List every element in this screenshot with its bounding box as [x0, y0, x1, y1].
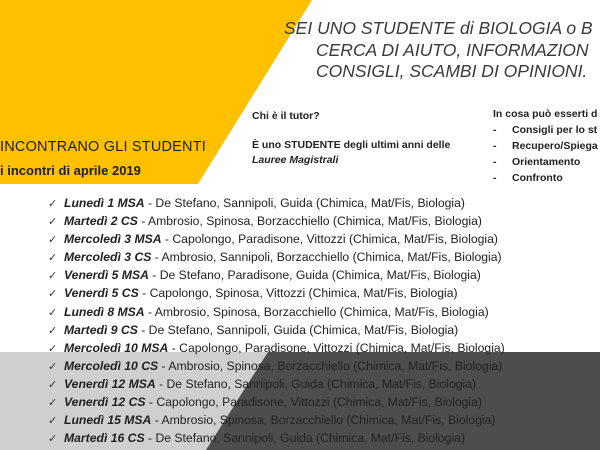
schedule-day: Lunedì 1 MSA: [64, 196, 145, 210]
schedule-text: - Capolongo, Paradisone, Vittozzi (Chimica, Mat/Fis, Biologia): [161, 232, 498, 247]
schedule-day: Mercoledì 3 CS: [64, 250, 152, 265]
checkmark-icon: ✓: [48, 234, 58, 247]
help-item: [493, 122, 598, 138]
schedule-item: [48, 248, 505, 266]
help-item: [493, 138, 598, 154]
schedule-day: Lunedì 8 MSA: [64, 304, 145, 319]
headline: [284, 18, 600, 83]
schedule-item: [48, 339, 505, 357]
help-item: [493, 170, 598, 186]
help-item-text: Consigli per lo st: [512, 124, 598, 136]
schedule-day: Mercoledì 10 MSA: [64, 340, 169, 355]
tutor-answer-text: È uno STUDENTE degli ultimi anni delle: [252, 139, 451, 151]
schedule-day: Venerdì 5 CS: [64, 286, 139, 301]
schedule-item: [48, 284, 505, 302]
checkmark-icon: ✓: [48, 216, 58, 229]
schedule-text: - De Stefano, Sannipoli, Guida (Chimica, Mat/Fis, Biologia): [155, 376, 477, 391]
checkmark-icon: ✓: [48, 306, 58, 319]
schedule-item: [48, 194, 505, 212]
checkmark-icon: ✓: [48, 397, 58, 410]
schedule-text: - De Stefano, Sannipoli, Guida (Chimica, Mat/Fis, Biologia): [144, 431, 466, 446]
schedule-day: Martedì 16 CS: [64, 431, 145, 446]
headline-line: CERCA DI AIUTO, INFORMAZION: [316, 39, 589, 60]
schedule-item: [48, 429, 505, 447]
checkmark-icon: ✓: [48, 324, 58, 337]
checkmark-icon: ✓: [48, 198, 58, 210]
schedule-list: [48, 194, 505, 447]
help-item-text: Recupero/Spiega: [512, 140, 598, 152]
schedule-day: Mercoledì 3 MSA: [64, 232, 162, 247]
checkmark-icon: ✓: [48, 252, 58, 265]
schedule-text: - Ambrosio, Sannipoli, Borzacchiello (Chimica, Mat/Fis, Biologia): [151, 250, 502, 265]
help-item-text: Confronto: [512, 172, 563, 184]
meetings-subtitle: i incontri di aprile 2019: [0, 163, 141, 178]
schedule-text: - De Stefano, Sannipoli, Guida (Chimica, Mat/Fis, Biologia): [137, 322, 459, 337]
tutor-question: Chi è il tutor?: [252, 110, 320, 122]
schedule-text: - Ambrosio, Spinosa, Borzacchiello (Chimica, Mat/Fis, Biologia): [144, 304, 489, 319]
schedule-text: - Ambrosio, Spinosa, Borzacchiello (Chimica, Mat/Fis, Biologia): [137, 214, 482, 229]
schedule-text: - Ambrosio, Spinosa, Borzacchiello (Chimica, Mat/Fis, Biologia): [158, 358, 503, 373]
headline-line: SEI UNO STUDENTE di BIOLOGIA o B: [284, 18, 593, 38]
help-title: In cosa può esserti d: [493, 108, 598, 120]
schedule-text: - Capolongo, Paradisone, Vittozzi (Chimica, Mat/Fis, Biologia): [168, 340, 505, 355]
schedule-text: - De Stefano, Paradisone, Guida (Chimica, Mat/Fis, Biologia): [148, 268, 481, 283]
schedule-text: - Ambrosio, Spinosa, Borzacchiello (Chimica, Mat/Fis, Biologia): [151, 413, 496, 428]
tutor-answer-emph: Lauree Magistrali: [252, 153, 339, 166]
checkmark-icon: ✓: [48, 270, 58, 283]
checkmark-icon: ✓: [48, 360, 58, 373]
schedule-day: Mercoledì 10 CS: [64, 358, 159, 373]
schedule-day: Venerdì 5 MSA: [64, 268, 149, 283]
help-item: [493, 154, 598, 170]
checkmark-icon: ✓: [48, 433, 58, 446]
schedule-day: Martedì 2 CS: [64, 214, 138, 229]
schedule-day: Martedì 9 CS: [64, 322, 138, 337]
schedule-day: Venerdì 12 CS: [64, 395, 146, 410]
schedule-text: - Capolongo, Spinosa, Vittozzi (Chimica, Mat/Fis, Biologia): [138, 286, 458, 301]
schedule-item: [48, 393, 505, 411]
dash: -: [493, 156, 497, 168]
schedule-day: Venerdì 12 MSA: [64, 376, 156, 391]
checkmark-icon: ✓: [48, 415, 58, 428]
schedule-item: [48, 375, 505, 393]
dash: -: [493, 124, 497, 136]
checkmark-icon: ✓: [48, 288, 58, 301]
schedule-item: [48, 357, 505, 375]
headline-line: CONSIGLI, SCAMBI DI OPINIONI.: [316, 61, 588, 81]
schedule-text: - De Stefano, Sannipoli, Guida (Chimica, Mat/Fis, Biologia): [144, 196, 465, 210]
schedule-item: [48, 411, 505, 429]
schedule-item: [48, 230, 505, 248]
help-list: [493, 122, 598, 186]
dash: -: [493, 172, 497, 184]
checkmark-icon: ✓: [48, 378, 58, 391]
tutor-answer: [252, 138, 452, 167]
checkmark-icon: ✓: [48, 342, 58, 355]
help-item-text: Orientamento: [512, 156, 581, 168]
meetings-title: INCONTRANO GLI STUDENTI: [0, 139, 206, 155]
schedule-item: [48, 266, 505, 284]
schedule-text: - Capolongo, Paradisone, Vittozzi (Chimica, Mat/Fis, Biologia): [145, 395, 482, 410]
schedule-day: Lunedì 15 MSA: [64, 413, 152, 428]
schedule-item: [48, 321, 505, 339]
schedule-item: [48, 303, 505, 321]
schedule-item: [48, 212, 505, 230]
dash: -: [493, 140, 497, 152]
